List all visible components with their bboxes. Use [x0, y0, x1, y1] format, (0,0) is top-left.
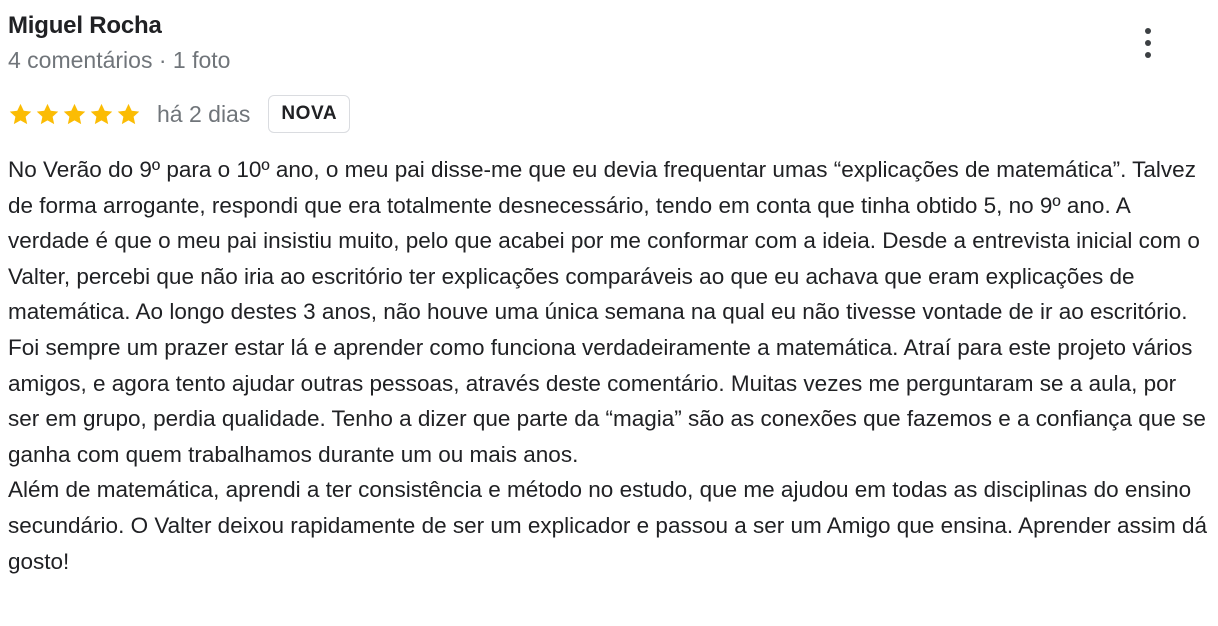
star-icon — [62, 102, 87, 127]
more-vert-icon-dot — [1145, 52, 1151, 58]
star-icon — [89, 102, 114, 127]
review-paragraph: Além de matemática, aprendi a ter consistência e método no estudo, que me ajudou em todas as disciplinas do ensino secundário. O Valter deixou rapidamente de ser um explicador e passou a ser um Amigo que ensina. Aprender assim dá gosto! — [8, 477, 1208, 574]
star-icon — [35, 102, 60, 127]
author-name[interactable]: Miguel Rocha — [8, 12, 162, 39]
review-paragraph: No Verão do 9º para o 10º ano, o meu pai disse-me que eu devia frequentar umas “explicações de matemática”. Talvez de forma arrogante, respondi que era totalmente desnecessário, tendo em conta que tinha obtido 5, no 9º ano. A verdade é que o meu pai insistiu muito, pelo que acabei por me conformar com a ideia. Desde a entrevista inicial com o Valter, percebi que não iria ao escritório ter explicações comparáveis ao que eu achava que eram explicações de matemática. Ao longo destes 3 anos, não houve uma única semana na qual eu não tivesse vontade de ir ao escritório. Foi sempre um prazer estar lá e aprender como funciona verdadeiramente a matemática. Atraí para este projeto vários amigos, e agora tento ajudar outras pessoas, através deste comentário. Muitas vezes me perguntaram se a aula, por ser em grupo, perdia qualidade. Tenho a dizer que parte da “magia” são as conexões que fazemos e a confiança que se ganha com quem trabalhamos durante um ou mais anos. — [8, 157, 1206, 467]
review-date: há 2 dias — [157, 100, 251, 127]
more-options-button[interactable] — [1132, 20, 1164, 66]
new-badge: NOVA — [268, 95, 350, 133]
more-vert-icon-dot — [1145, 40, 1151, 46]
review-text — [8, 152, 1212, 579]
author-meta: 4 comentários · 1 foto — [8, 47, 231, 73]
star-rating — [8, 102, 141, 127]
rating-row — [8, 93, 350, 135]
more-vert-icon — [1145, 28, 1151, 34]
star-icon — [116, 102, 141, 127]
star-icon — [8, 102, 33, 127]
review-card — [8, 0, 1212, 626]
